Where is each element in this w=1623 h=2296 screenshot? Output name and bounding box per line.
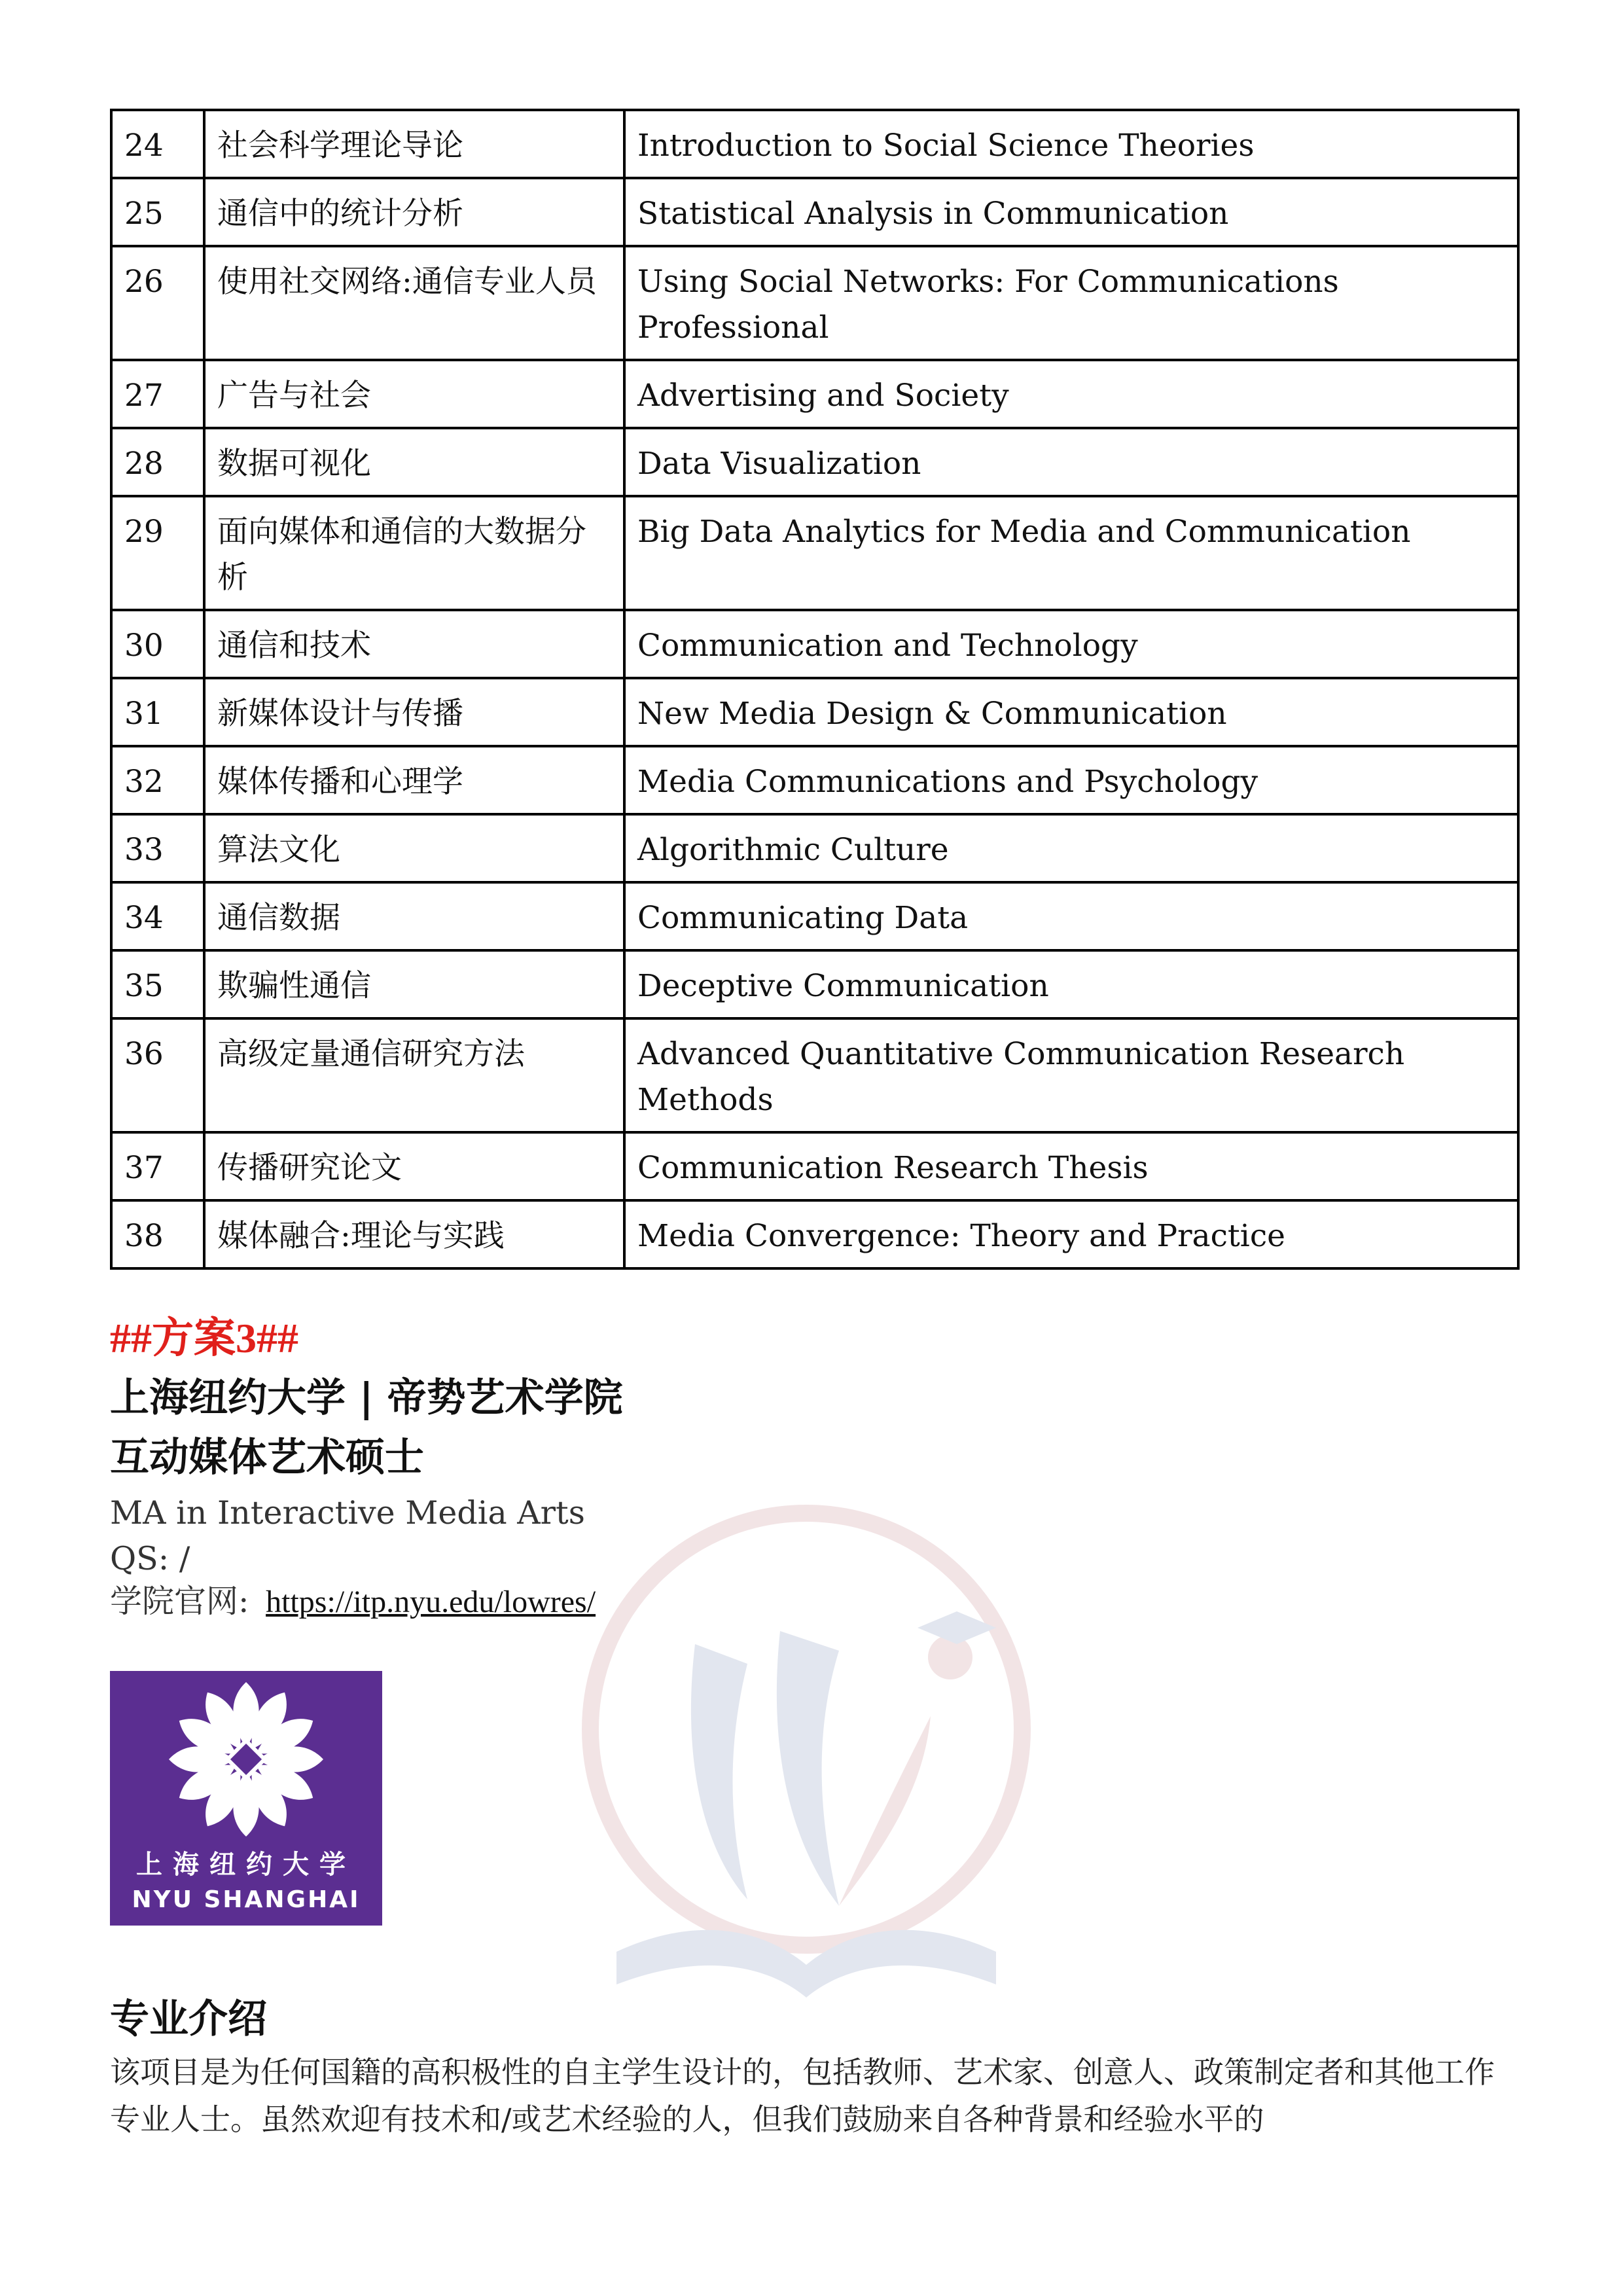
- course-english-name-cell: Communication and Technology: [624, 610, 1518, 678]
- table-row: [111, 246, 1518, 360]
- course-english-name-cell: Communication Research Thesis: [624, 1132, 1518, 1200]
- course-number-cell: 35: [111, 950, 204, 1018]
- plan-tag: ##方案3##: [110, 1315, 298, 1361]
- table-row: [111, 950, 1518, 1018]
- nyu-shanghai-logo: [110, 1671, 382, 1926]
- course-number-cell: 33: [111, 814, 204, 882]
- table-row: [111, 678, 1518, 746]
- table-row: [111, 178, 1518, 246]
- program-english-name: MA in Interactive Media Arts: [110, 1494, 585, 1532]
- table-row: [111, 746, 1518, 814]
- course-chinese-name-cell: 使用社交网络:通信专业人员: [204, 246, 624, 360]
- course-english-name-cell: Statistical Analysis in Communication: [624, 178, 1518, 246]
- course-number-cell: 34: [111, 882, 204, 950]
- course-chinese-name-cell: 面向媒体和通信的大数据分析: [204, 496, 624, 610]
- course-english-name-cell: New Media Design & Communication: [624, 678, 1518, 746]
- course-number-cell: 31: [111, 678, 204, 746]
- course-chinese-name-cell: 广告与社会: [204, 360, 624, 428]
- course-english-name-cell: Data Visualization: [624, 428, 1518, 496]
- course-chinese-name-cell: 通信和技术: [204, 610, 624, 678]
- table-row: [111, 1200, 1518, 1268]
- qs-ranking: QS: /: [110, 1540, 190, 1577]
- course-table: [110, 109, 1520, 1270]
- course-english-name-cell: Advanced Quantitative Communication Research Methods: [624, 1018, 1518, 1132]
- program-title: 互动媒体艺术硕士: [110, 1435, 424, 1480]
- course-number-cell: 37: [111, 1132, 204, 1200]
- course-chinese-name-cell: 算法文化: [204, 814, 624, 882]
- intro-heading: 专业介绍: [110, 1996, 267, 2042]
- course-number-cell: 26: [111, 246, 204, 360]
- course-english-name-cell: Using Social Networks: For Communications Professional: [624, 246, 1518, 360]
- table-row: [111, 110, 1518, 178]
- course-chinese-name-cell: 欺骗性通信: [204, 950, 624, 1018]
- course-chinese-name-cell: 媒体传播和心理学: [204, 746, 624, 814]
- website-label: 学院官网:: [110, 1583, 249, 1620]
- course-table-body: [111, 110, 1518, 1268]
- course-chinese-name-cell: 数据可视化: [204, 428, 624, 496]
- course-english-name-cell: Big Data Analytics for Media and Communication: [624, 496, 1518, 610]
- course-number-cell: 25: [111, 178, 204, 246]
- course-english-name-cell: Advertising and Society: [624, 360, 1518, 428]
- course-english-name-cell: Deceptive Communication: [624, 950, 1518, 1018]
- course-chinese-name-cell: 社会科学理论导论: [204, 110, 624, 178]
- watermark-logo: [531, 1480, 1081, 2030]
- course-chinese-name-cell: 媒体融合:理论与实践: [204, 1200, 624, 1268]
- course-number-cell: 24: [111, 110, 204, 178]
- course-number-cell: 32: [111, 746, 204, 814]
- course-chinese-name-cell: 通信数据: [204, 882, 624, 950]
- course-english-name-cell: Communicating Data: [624, 882, 1518, 950]
- table-row: [111, 1132, 1518, 1200]
- table-row: [111, 1018, 1518, 1132]
- course-number-cell: 27: [111, 360, 204, 428]
- flower-emblem-icon: [110, 1671, 382, 1848]
- course-chinese-name-cell: 高级定量通信研究方法: [204, 1018, 624, 1132]
- course-english-name-cell: Introduction to Social Science Theories: [624, 110, 1518, 178]
- table-row: [111, 610, 1518, 678]
- website-line: [110, 1581, 596, 1623]
- course-english-name-cell: Media Communications and Psychology: [624, 746, 1518, 814]
- table-row: [111, 428, 1518, 496]
- course-number-cell: 28: [111, 428, 204, 496]
- course-chinese-name-cell: 新媒体设计与传播: [204, 678, 624, 746]
- logo-chinese-text: 上海纽约大学: [136, 1850, 356, 1880]
- intro-paragraph: 该项目是为任何国籍的高积极性的自主学生设计的，包括教师、艺术家、创意人、政策制定者和其他工作专业人士。虽然欢迎有技术和/或艺术经验的人，但我们鼓励来自各种背景和经验水平的: [110, 2054, 1495, 2137]
- table-row: [111, 360, 1518, 428]
- logo-english-text: NYU SHANGHAI: [132, 1886, 361, 1913]
- course-number-cell: 36: [111, 1018, 204, 1132]
- table-row: [111, 814, 1518, 882]
- course-english-name-cell: Media Convergence: Theory and Practice: [624, 1200, 1518, 1268]
- school-title: 上海纽约大学 | 帝势艺术学院: [110, 1375, 623, 1421]
- course-chinese-name-cell: 通信中的统计分析: [204, 178, 624, 246]
- course-number-cell: 38: [111, 1200, 204, 1268]
- website-link[interactable]: https://itp.nyu.edu/lowres/: [266, 1585, 596, 1619]
- course-chinese-name-cell: 传播研究论文: [204, 1132, 624, 1200]
- course-english-name-cell: Algorithmic Culture: [624, 814, 1518, 882]
- course-number-cell: 30: [111, 610, 204, 678]
- table-row: [111, 882, 1518, 950]
- course-number-cell: 29: [111, 496, 204, 610]
- table-row: [111, 496, 1518, 610]
